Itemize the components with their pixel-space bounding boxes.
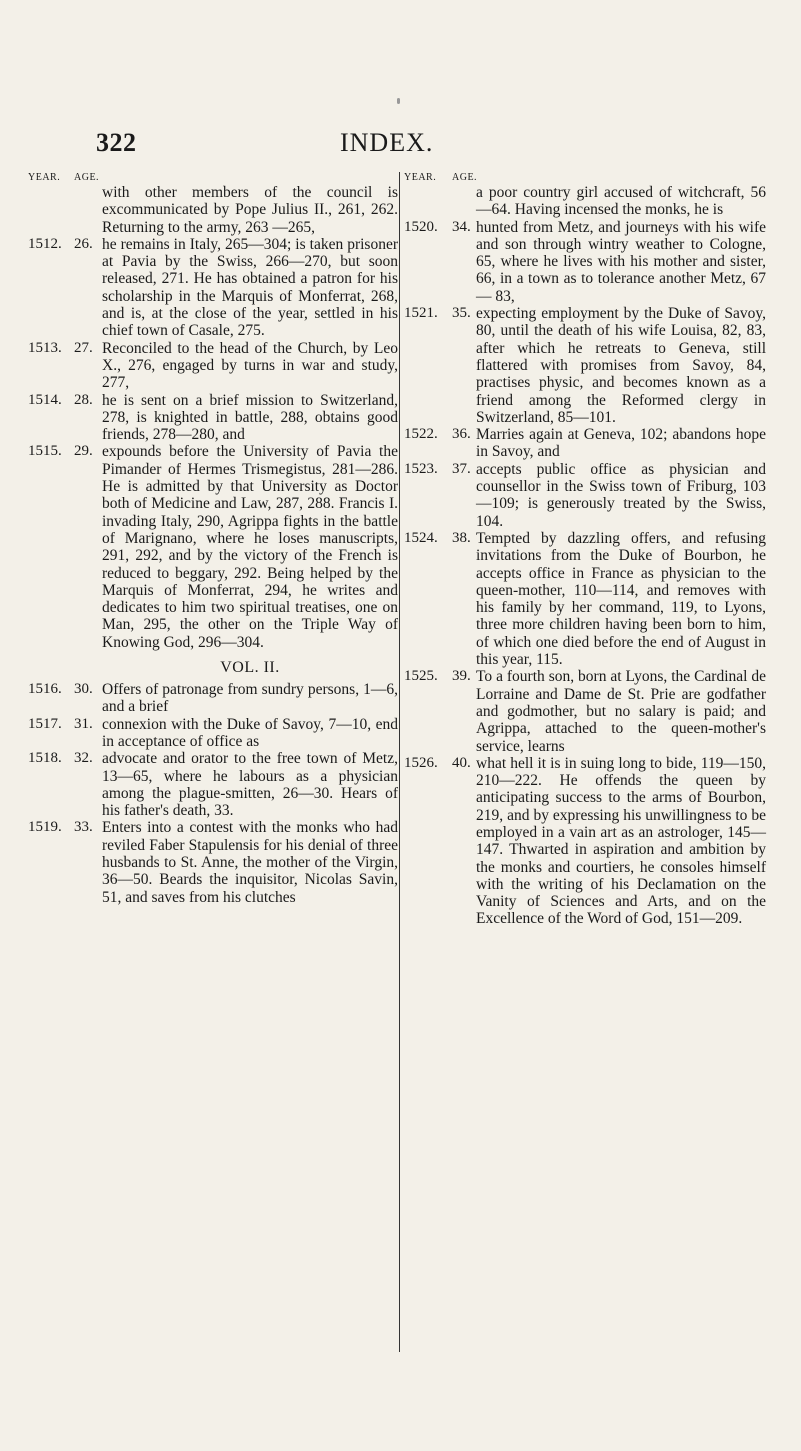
index-entry bbox=[28, 681, 398, 716]
left-column bbox=[28, 172, 398, 906]
entry-year: 1515. bbox=[28, 443, 62, 460]
entry-age: 31. bbox=[74, 715, 93, 732]
entry-text: Reconciled to the head of the Church, by Leo X., 276, engaged by turns in war and study, 277, bbox=[102, 339, 398, 392]
age-column-label: AGE. bbox=[74, 172, 100, 183]
index-entry bbox=[28, 819, 398, 905]
entry-year: 1512. bbox=[28, 235, 62, 252]
entry-age: 34. bbox=[452, 218, 471, 235]
entry-text: expecting employment by the Duke of Savoy, 80, until the death of his wife Louisa, 82, 83, after which he retreats to Geneva, still flattered with promises from Savoy, 84, practises physic, and becomes known as a friend among the Reformed clergy in Switzerland, 85—101. bbox=[476, 305, 766, 426]
entry-text: Enters into a contest with the monks who had reviled Faber Stapulensis for his denial of three husbands to St. Anne, the mother of the Virgin, 36—50. Beards the inquisitor, Nicolas Savin, 51, and saves from his clutches bbox=[102, 819, 398, 906]
entry-age: 27. bbox=[74, 339, 93, 356]
left-entry-list-2 bbox=[28, 681, 398, 906]
left-entry-list bbox=[28, 184, 398, 651]
entry-age: 35. bbox=[452, 305, 471, 322]
entry-age: 36. bbox=[452, 426, 471, 443]
entry-age: 29. bbox=[74, 443, 93, 460]
entry-text: he is sent on a brief mission to Switzerland, 278, is knighted in battle, 288, obtains good friends, 278—280, and bbox=[102, 391, 398, 444]
entry-text: Offers of patronage from sundry persons, 1—6, and a brief bbox=[102, 681, 398, 716]
year-column-label: YEAR. bbox=[28, 172, 61, 183]
right-entry-list bbox=[404, 184, 766, 928]
index-entry bbox=[404, 426, 766, 461]
entry-text: accepts public office as physician and counsellor in the Swiss town of Friburg, 103 —109; is generously treated by the Swiss, 104. bbox=[476, 460, 766, 530]
entry-year: 1521. bbox=[404, 305, 438, 322]
year-column-label: YEAR. bbox=[404, 172, 437, 183]
index-entry bbox=[28, 750, 398, 819]
index-entry bbox=[404, 219, 766, 305]
entry-year: 1526. bbox=[404, 754, 438, 771]
entry-year: 1516. bbox=[28, 681, 62, 698]
index-entry bbox=[404, 184, 766, 219]
entry-age: 39. bbox=[452, 668, 471, 685]
index-entry bbox=[28, 340, 398, 392]
page-title: INDEX. bbox=[340, 128, 434, 157]
entry-text: Marries again at Geneva, 102; abandons hope in Savoy, and bbox=[476, 426, 766, 461]
index-entry bbox=[28, 443, 398, 651]
index-entry bbox=[28, 392, 398, 444]
entry-text: expounds before the University of Pavia the Pimander of Hermes Trismegistus, 281—286. He is admitted by that University as Doctor both of Medicine and Law, 287, 288. Francis I. invading Italy, 290, Agrippa fights in the battle of Marignano, where he loses manuscripts, 291, 292, and by the victory of the French is reduced to beggary, 292. Being helped by the Marquis of Monferrat, 294, he writes and dedicates to him two spiritual treatises, one on Man, 295, the other on the Triple Way of Knowing God, 296—304. bbox=[102, 443, 398, 651]
page-header bbox=[0, 128, 801, 162]
column-divider bbox=[399, 172, 400, 1352]
index-entry bbox=[28, 184, 398, 236]
entry-age: 30. bbox=[74, 681, 93, 698]
entry-year: 1520. bbox=[404, 218, 438, 235]
entry-year: 1519. bbox=[28, 819, 62, 836]
entry-text: connexion with the Duke of Savoy, 7—10, end in acceptance of office as bbox=[102, 715, 398, 750]
index-entry bbox=[404, 461, 766, 530]
entry-text: Tempted by dazzling offers, and refusing invitations from the Duke of Bourbon, he accepts office in France as physician to the queen-mother, 110—114, and removes with his family by her command, 119, to Lyons, three more children having been born to him, of which one died before the end of August in this year, 115. bbox=[476, 529, 766, 669]
page-speck bbox=[397, 98, 400, 104]
entry-text: hunted from Metz, and journeys with his wife and son through wintry weather to Cologne, 65, where he lives with his mother and sister, 66, in a town as to tolerance another Metz, 67— 83, bbox=[476, 218, 766, 305]
entry-year: 1514. bbox=[28, 391, 62, 408]
entry-year: 1524. bbox=[404, 529, 438, 546]
entry-text: advocate and orator to the free town of Metz, 13—65, where he labours as a physician among the plague-smitten, 26—30. Hears of his father's death, 33. bbox=[102, 750, 398, 820]
volume-heading: VOL. II. bbox=[220, 659, 280, 677]
index-entry bbox=[404, 668, 766, 754]
entry-age: 40. bbox=[452, 754, 471, 771]
entry-age: 33. bbox=[74, 819, 93, 836]
entry-age: 38. bbox=[452, 529, 471, 546]
entry-year: 1523. bbox=[404, 460, 438, 477]
entry-age: 28. bbox=[74, 391, 93, 408]
left-column-header bbox=[28, 172, 398, 184]
index-entry bbox=[28, 716, 398, 751]
entry-age: 26. bbox=[74, 235, 93, 252]
index-entry bbox=[28, 236, 398, 340]
entry-year: 1525. bbox=[404, 668, 438, 685]
entry-text: he remains in Italy, 265—304; is taken prisoner at Pavia by the Swiss, 266—270, but soon released, 271. He has obtained a patron for his scholarship in the Marquis of Monferrat, 268, and is, at the close of the year, settled in his chief town of Casale, 275. bbox=[102, 235, 398, 340]
entry-text: with other members of the council is excommunicated by Pope Julius II., 261, 262. Returning to the army, 263 —265, bbox=[102, 184, 398, 236]
entry-age: 32. bbox=[74, 750, 93, 767]
right-column-header bbox=[404, 172, 766, 184]
right-column bbox=[404, 172, 766, 928]
entry-year: 1513. bbox=[28, 339, 62, 356]
age-column-label: AGE. bbox=[452, 172, 478, 183]
entry-text: To a fourth son, born at Lyons, the Cardinal de Lorraine and Dame de St. Prie are godfather and godmother, but no salary is paid; and Agrippa, attached to the queen-mother's service, learns bbox=[476, 668, 766, 755]
page-number: 322 bbox=[96, 128, 137, 157]
entry-text: a poor country girl accused of witchcraft, 56—64. Having incensed the monks, he is bbox=[476, 184, 766, 219]
entry-age: 37. bbox=[452, 460, 471, 477]
index-entry bbox=[404, 530, 766, 668]
entry-text: what hell it is in suing long to bide, 119—150, 210—222. He offends the queen by anticipating success to the arms of Bourbon, 219, and by expressing his unwillingness to be employed in a vain art as an astrologer, 145—147. Thwarted in aspiration and ambition by the monks and courtiers, he consoles himself with the writing of his Declamation on the Vanity of Sciences and Arts, and on the Excellence of the Word of God, 151—209. bbox=[476, 754, 766, 928]
index-entry bbox=[404, 305, 766, 426]
entry-year: 1518. bbox=[28, 750, 62, 767]
index-entry bbox=[404, 755, 766, 928]
entry-year: 1517. bbox=[28, 715, 62, 732]
entry-year: 1522. bbox=[404, 426, 438, 443]
